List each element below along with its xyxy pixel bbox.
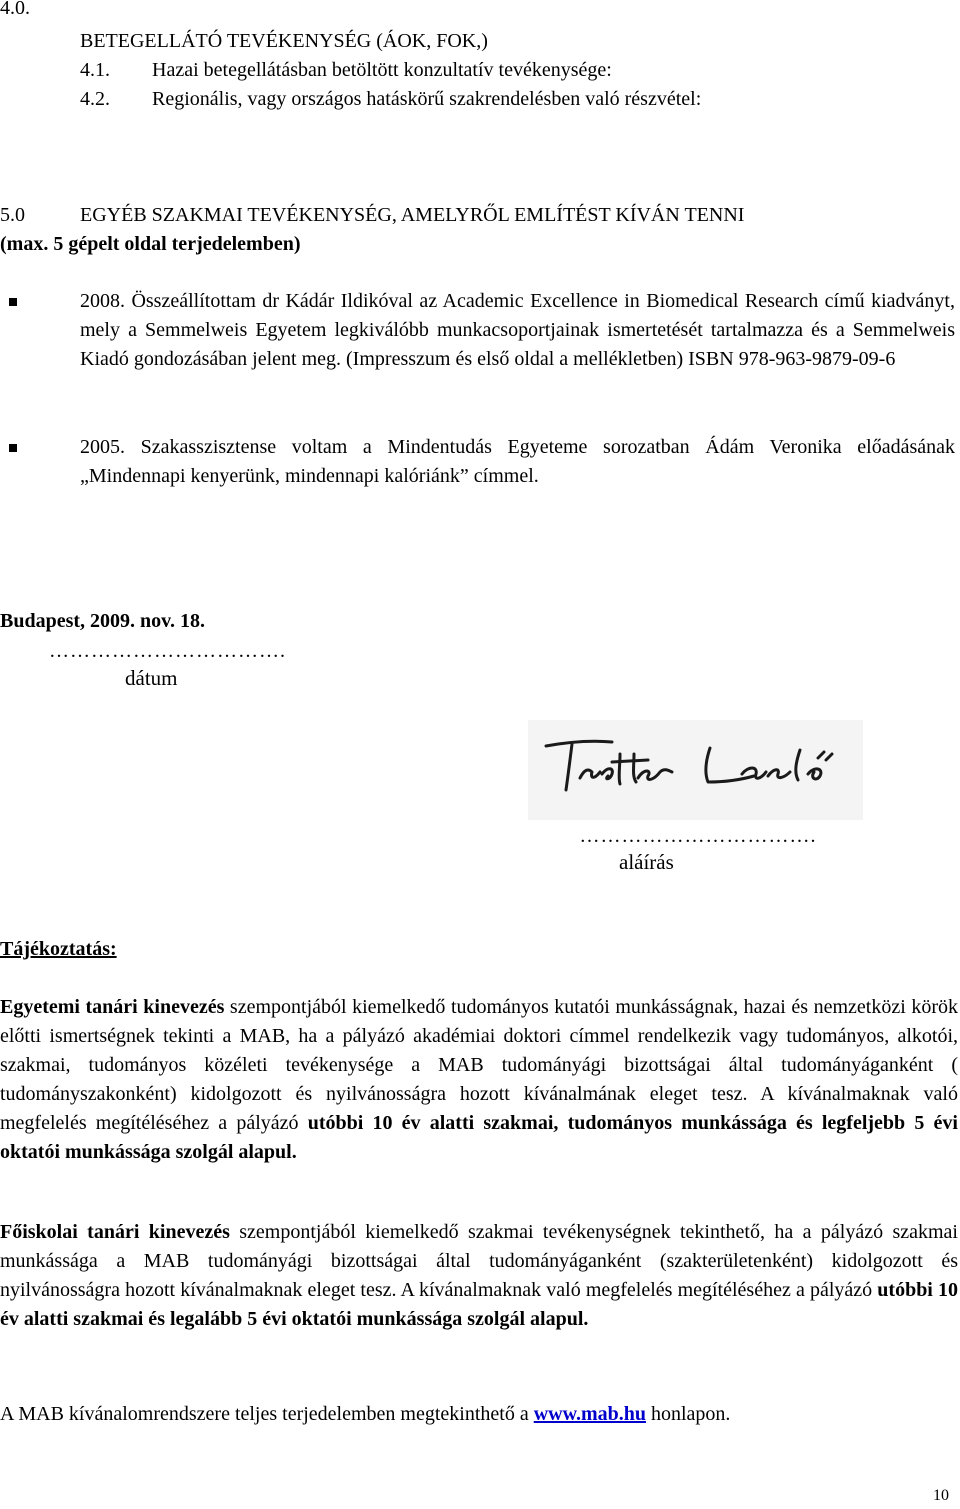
mab-website-link[interactable]: www.mab.hu — [533, 1403, 646, 1425]
info-paragraph-college-text: szempontjából kiemelkedő szakmai tevékenységnek tekinthető, ha a pályázó szakmai munkássága a MAB tudományági bizottságai által tudományáganként (szakterületenként) kidolgozott és nyilvánosságra hozott kívánalmaknak eleget tesz. A kívánalmaknak való megfelelés megítéléséhez a pályázó — [0, 1221, 958, 1301]
bullet-marker — [9, 444, 17, 452]
info-mab-text-after: honlapon. — [645, 1403, 731, 1425]
signature-dotted-line: ……………………………. — [579, 825, 817, 847]
section-5-subtitle: (max. 5 gépelt oldal terjedelemben) — [0, 233, 301, 255]
section-4-title: BETEGELLÁTÓ TEVÉKENYSÉG (ÁOK, FOK,) — [80, 30, 488, 52]
page-number: 10 — [933, 1487, 949, 1504]
section-4-item-1-number: 4.1. — [80, 59, 110, 81]
section-4-item-2-text: Regionális, vagy országos hatáskörű szakrendelésben való részvétel: — [152, 88, 702, 110]
bullet-item-2008: 2008. Összeállítottam dr Kádár Ildikóval az Academic Excellence in Biomedical Research című kiadványt, mely a Semmelweis Egyetem legkiválóbb munkacsoportjainak ismertetését tartalmazza és a Semmelweis Kiadó gondozásában jelent meg. (Impresszum és első oldal a mellékletben) ISBN 978-963-9879-09-6 — [80, 290, 955, 370]
info-mab-text-before: A MAB kívánalomrendszere teljes terjedelemben megtekinthető a — [0, 1403, 534, 1425]
bullet-marker — [9, 298, 17, 306]
info-paragraph-university — [0, 993, 958, 1167]
section-5-number: 5.0 — [0, 204, 25, 226]
info-paragraph-mab — [0, 1400, 730, 1429]
info-paragraph-college-emphasis: utóbbi 10 év alatti szakmai és legalább 5 évi oktatói munkássága szolgál alapul. — [0, 1279, 958, 1330]
date-dotted-line: ……………………………. — [49, 640, 286, 662]
section-5-title: EGYÉB SZAKMAI TEVÉKENYSÉG, AMELYRŐL EMLÍTÉST KÍVÁN TENNI — [80, 204, 745, 226]
info-heading: Tájékoztatás: — [0, 938, 117, 960]
signature-label: aláírás — [619, 850, 674, 874]
signature-image — [528, 720, 863, 820]
bullet-item-2005: 2005. Szakasszisztense voltam a Mindentudás Egyeteme sorozatban Ádám Veronika előadásának „Mindennapi kenyerünk, mindennapi kalóriánk” címmel. — [80, 436, 955, 487]
info-paragraph-university-lead: Egyetemi tanári kinevezés — [0, 996, 225, 1018]
section-4-number: 4.0. — [0, 0, 30, 19]
info-paragraph-university-emphasis: utóbbi 10 év alatti szakmai, tudományos munkássága és legfeljebb 5 évi oktatói munkássága szolgál alapul. — [0, 1112, 958, 1163]
place-and-date: Budapest, 2009. nov. 18. — [0, 610, 206, 632]
section-4-item-1-text: Hazai betegellátásban betöltött konzultatív tevékenysége: — [152, 59, 612, 81]
info-paragraph-college — [0, 1218, 958, 1334]
section-4-item-2-number: 4.2. — [80, 88, 110, 110]
info-paragraph-college-lead: Főiskolai tanári kinevezés — [0, 1221, 230, 1243]
info-paragraph-university-text: szempontjából kiemelkedő tudományos kutatói munkásságnak, hazai és nemzetközi körök előtti ismertségnek tekinti a MAB, ha a pályázó akadémiai doktori címmel rendelkezik vagy tudományos, alkotói, szakmai, tudományos közéleti tevékenysége a MAB tudományági bizottságai által tudományáganként ( tudományszakonként) kidolgozott és nyilvánosságra hozott kívánalmának eleget tesz. A kívánalmaknak való megfelelés megítéléséhez a pályázó — [0, 996, 958, 1134]
date-label: dátum — [125, 666, 178, 690]
